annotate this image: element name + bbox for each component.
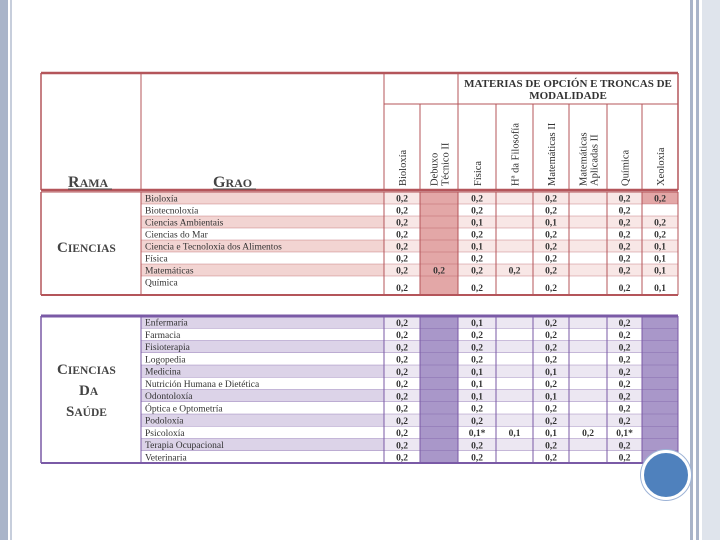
weight-value: 0,2 (654, 218, 666, 229)
weight-value: 0,2 (396, 453, 408, 464)
weight-value: 0,2 (396, 367, 408, 378)
weight-value: 0,1 (471, 218, 483, 229)
weight-value: 0,2 (471, 343, 483, 354)
weight-value: 0,2 (545, 331, 557, 341)
weight-value: 0,2 (545, 416, 557, 427)
rama-name: CIENCIAS (57, 240, 116, 256)
subject-header-label: Química (620, 149, 632, 186)
rama-name: SAÚDE (66, 404, 107, 420)
weight-value: 0,1 (654, 254, 666, 265)
grao-column-header (213, 174, 256, 191)
rama-name: DA (79, 383, 99, 399)
weight-value: 0,2 (618, 367, 631, 378)
weight-value: 0,2 (545, 380, 557, 390)
weight-value: 0,2 (618, 441, 631, 452)
grao-name: Terapia Ocupacional (145, 441, 224, 451)
weight-value: 0,1* (468, 429, 486, 439)
weight-value: 0,2 (396, 441, 408, 452)
weight-value: 0,1 (471, 318, 483, 329)
weight-value: 0,2 (396, 416, 408, 427)
weight-value: 0,2 (471, 266, 483, 277)
table-row (145, 429, 633, 439)
weight-value: 0,2 (396, 343, 408, 354)
weight-value: 0,2 (618, 230, 631, 241)
section-ciencias-da-saude (41, 316, 678, 464)
subject-header-label: Debuxo (429, 152, 441, 186)
weight-value: 0,2 (471, 194, 483, 205)
grao-name: Enfermaría (145, 318, 188, 329)
table-row (145, 279, 666, 295)
subject-header-label: Xeoloxía (656, 147, 667, 186)
rama-label: RAMA (68, 174, 109, 191)
weight-value: 0,2 (618, 242, 631, 253)
weight-value: 0,2 (396, 254, 408, 265)
weight-value: 0,1 (471, 367, 483, 378)
subject-header-label: Hª da Filosofía (510, 123, 522, 186)
weight-value: 0,2 (396, 242, 408, 253)
grao-label: GRAO (213, 174, 253, 191)
weight-value: 0,2 (471, 331, 483, 341)
weight-value: 0,2 (545, 453, 557, 464)
weight-value: 0,2 (396, 266, 408, 277)
weight-value: 0,2 (396, 355, 408, 366)
weight-value: 0,2 (618, 453, 631, 464)
group-title-line2: MODALIDADE (529, 90, 607, 102)
grao-name: Medicina (145, 367, 181, 378)
weight-value: 0,2 (396, 284, 408, 294)
grao-name: Podoloxía (145, 416, 184, 427)
weight-value: 0,2 (396, 331, 408, 341)
weight-value: 0,2 (618, 206, 631, 217)
weight-value: 0,2 (433, 266, 445, 277)
weight-value: 0,1* (616, 429, 633, 439)
grao-name: Biotecnoloxía (145, 206, 199, 217)
weight-value: 0,2 (545, 254, 557, 265)
grao-name: Física (145, 254, 168, 265)
weight-value: 0,2 (396, 380, 408, 390)
weight-value: 0,1 (545, 218, 557, 229)
weight-value: 0,2 (471, 416, 483, 427)
weight-value: 0,2 (654, 194, 666, 205)
weight-value: 0,2 (396, 218, 408, 229)
grao-name: Química (145, 278, 178, 289)
grao-name: Logopedia (145, 355, 186, 366)
table-row (145, 331, 631, 341)
grao-name: Ciencias Ambientais (145, 218, 224, 229)
weight-value: 0,2 (396, 404, 408, 415)
table-row (145, 402, 631, 414)
weight-value: 0,1 (654, 284, 666, 294)
weight-value: 0,2 (618, 416, 631, 427)
weight-value: 0,2 (471, 453, 483, 464)
subject-header-label: Matemáticas II (547, 122, 558, 186)
grao-name: Ciencia e Tecnoloxía dos Alimentos (145, 242, 282, 253)
grao-name: Nutrición Humana e Dietética (145, 379, 260, 390)
weight-value: 0,2 (618, 284, 631, 294)
subject-header-label: Física (473, 160, 484, 186)
weight-value: 0,2 (471, 355, 483, 366)
weight-value: 0,2 (396, 429, 408, 439)
weight-value: 0,2 (654, 230, 666, 241)
weight-value: 0,2 (545, 343, 557, 354)
weight-value: 0,2 (545, 242, 557, 253)
table-row (145, 453, 631, 463)
shaded-column (420, 192, 458, 295)
weight-value: 0,2 (471, 441, 483, 452)
table-row (145, 355, 631, 365)
weight-value: 0,2 (582, 429, 594, 439)
weight-value: 0,2 (618, 331, 631, 341)
weight-value: 0,2 (471, 404, 483, 415)
weight-value: 0,2 (618, 355, 631, 366)
weight-value: 0,2 (471, 206, 483, 217)
weight-value: 0,2 (618, 404, 631, 415)
subject-header-label: Técnico II (440, 142, 452, 186)
slide-decoration-circle (641, 450, 691, 500)
rama-name: CIENCIAS (57, 362, 116, 378)
table-row (145, 255, 666, 265)
grao-name: Matemáticas (145, 266, 194, 277)
weight-value: 0,2 (618, 318, 631, 329)
weight-value: 0,2 (618, 254, 631, 265)
weight-value: 0,1 (471, 392, 483, 403)
weight-value: 0,2 (396, 194, 408, 205)
section-ciencias (41, 192, 678, 295)
grao-name: Farmacia (145, 330, 181, 341)
weight-value: 0,2 (471, 254, 483, 265)
weight-value: 0,2 (618, 343, 631, 354)
weight-value: 0,1 (545, 367, 557, 378)
table-body (41, 192, 678, 464)
weight-value: 0,2 (545, 230, 557, 241)
weight-value: 0,2 (618, 392, 631, 403)
grao-name: Óptica e Optometría (145, 404, 223, 415)
weight-value: 0,1 (471, 242, 483, 253)
group-title-line1: MATERIAS DE OPCIÓN E TRONCAS DE (464, 78, 672, 90)
weight-value: 0,2 (508, 266, 521, 277)
weight-value: 0,2 (545, 266, 557, 277)
table-row (145, 207, 631, 217)
weight-value: 0,2 (618, 380, 631, 390)
rama-column-header (68, 174, 112, 191)
weight-value: 0,2 (618, 266, 631, 277)
weight-value: 0,2 (545, 355, 557, 366)
weight-value: 0,2 (396, 230, 408, 241)
weight-value: 0,2 (545, 441, 557, 452)
weight-value: 0,2 (618, 218, 631, 229)
weight-value: 0,2 (545, 194, 557, 205)
subject-header-label: Aplicadas II (589, 134, 601, 186)
grao-name: Bioloxía (145, 194, 178, 205)
grao-name: Ciencias do Mar (145, 230, 208, 241)
weight-value: 0,2 (396, 392, 408, 403)
weight-value: 0,1 (508, 429, 521, 439)
grao-name: Fisioterapia (145, 343, 190, 353)
subject-header-label: Bioloxía (398, 149, 409, 186)
weight-value: 0,2 (471, 284, 483, 294)
weight-value: 0,2 (545, 284, 557, 294)
table-row (145, 380, 631, 390)
table-row (145, 231, 666, 241)
weight-value: 0,2 (396, 206, 408, 217)
weight-value: 0,1 (654, 266, 666, 277)
table-header (41, 73, 678, 190)
weight-value: 0,2 (396, 318, 408, 329)
weight-value: 0,1 (471, 380, 483, 390)
weight-value: 0,1 (545, 392, 557, 403)
weight-value: 0,2 (618, 194, 631, 205)
grao-name: Psicoloxía (145, 428, 185, 439)
grao-name: Veterinaria (145, 453, 187, 464)
subject-header-label: Matemáticas (578, 132, 590, 186)
weight-value: 0,2 (545, 206, 557, 217)
grao-name: Odontoloxía (145, 392, 193, 402)
weight-value: 0,2 (545, 404, 557, 415)
weight-value: 0,2 (471, 230, 483, 241)
weight-value: 0,1 (545, 429, 557, 439)
weight-value: 0,1 (654, 242, 666, 253)
weight-value: 0,2 (545, 318, 557, 329)
